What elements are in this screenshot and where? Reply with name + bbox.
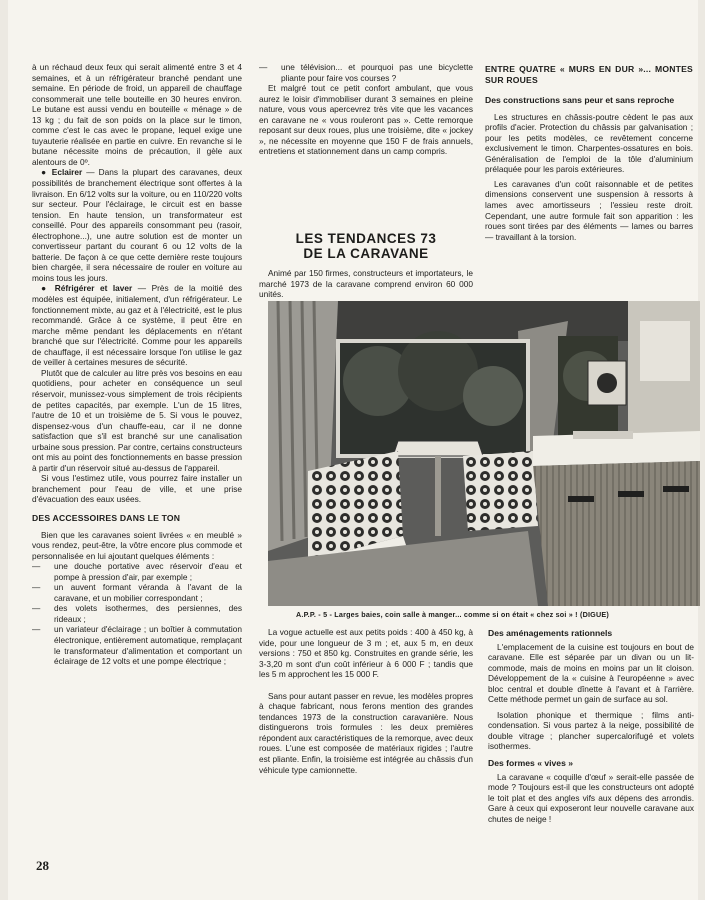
eclairer-text: — Dans la plupart des caravanes, deux possibilités de branchement électrique sont offertes à la livraison. En 6/12 volts sur la voiture, ou en 110/220 volts sur secteur. Pour l'éclairage, le circuit est en basse tension. En haute tension, un transformateur est conseillé. Pour des appareils consommant peu (rasoir, électrophone...), une autre solution est de monter un convertisseur partant du courant 6 ou 12 volts de la batterie. De façon à ce que cette dernière reste toujours bien chargée, il sera nécessaire de rouler en voiture au moins tous les jours. bbox=[32, 167, 242, 283]
bullet-icon: ● bbox=[41, 167, 48, 178]
paragraph-si: Si vous l'estimez utile, vous pourrez faire installer un branchement pour l'eau de ville, et une prise d'évacuation des eaux usées. bbox=[32, 473, 242, 505]
refrigerer-text: — Près de la moitié des modèles est équipée, initialement, d'un réfrigérateur. Le fonctionnement mixte, au gaz et à l'électricité, est le plus recommandé. Grâce à ce système, il peut être en marche même pendant les déplacements en n'étant branché que sur l'électricité. Comme pour les appareils de chauffage, il est nécessaire lorsque l'on utilise le gaz de veiller à certaines mesures de sécurité. bbox=[32, 283, 242, 368]
photo-illustration bbox=[268, 301, 700, 606]
paragraph-refrigerer bbox=[32, 283, 242, 367]
heading-accessoires: DES ACCESSOIRES DANS LE TON bbox=[32, 512, 181, 523]
photo-caption: A.P.P. - 5 - Larges baies, coin salle à manger... comme si on était « chez soi » ! (DIGUE) bbox=[296, 610, 609, 619]
column-middle-top bbox=[259, 62, 473, 157]
paragraph-et-malgre: Et malgré tout ce petit confort ambulant, que vous aurez le loisir d'immobiliser durant 3 semaines en pleine nature, vous vous apercevrez très vite que les vacances en caravane ne « vous rouleront pas ». Cette remorque reposant sur deux roues, plus une troisième, dite « jockey », ne nécessite en moyenne que 150 F de frais annuels, entretiens et stationnement dans un camp compris. bbox=[259, 83, 473, 157]
list-item-television: — une télévision... et pourquoi pas une bicyclette pliante pour faire vos courses ? bbox=[259, 62, 473, 83]
paragraph-butane: à un réchaud deux feux qui serait alimenté entre 3 et 4 semaines, et à un réfrigérateur branché pendant une semaine. En période de froid, un appareil de chauffage consommerait une telle bouteille en 30 heures environ. Le butane est aussi vendu en bouteille « ménage » de 13 kg ; du fait de son poids on la place sur le timon, comme c'est le cas avec le propane, lequel exige une tuyauterie réalisée en partie en cuivre. En revanche si le butane nécessite moins de précaution, il gèle aux alentours de 0º. bbox=[32, 62, 242, 167]
list-item-douche: — une douche portative avec réservoir d'eau et pompe à pression d'air, par exemple ; bbox=[32, 561, 242, 582]
bullet-icon: ● bbox=[41, 283, 50, 294]
paragraph-isolation: Isolation phonique et thermique ; films anti-condensation. Si vous partez à la neige, possibilité de double vitrage ; plancher supercalorifugé et volets isothermes. bbox=[488, 709, 694, 752]
paragraph-anime: Animé par 150 firmes, constructeurs et importateurs, le marché 1973 de la caravane comprend environ 60 000 unités. bbox=[259, 268, 473, 300]
list-item-volets: — des volets isothermes, des persiennes, des rideaux ; bbox=[32, 603, 242, 624]
page-number: 28 bbox=[36, 858, 49, 873]
paragraph-plutot: Plutôt que de calculer au litre près vos besoins en eau quotidiens, pour acheter en conséquence un seul réservoir, munissez-vous simplement de trois récipients de petites capacités, par exemple. L'un de 15 litres, l'autre de 10 et un troisième de 5. Si vous le pouvez, dispensez-vous d'un chauffe-eau, car il ne donne satisfaction que s'il est branché sur une canalisation urbaine sous pression. Par contre, certains constructeurs ont mis au point des fonctionnements en basse pression à partir d'un réservoir situé au-dessus de l'appareil. bbox=[32, 367, 242, 473]
column-middle-bottom bbox=[259, 627, 473, 775]
list-item-auvent: — un auvent formant véranda à l'avant de la caravane, et un mobilier correspondant ; bbox=[32, 582, 242, 603]
heading-entre-quatre-murs: ENTRE QUATRE « MURS EN DUR »... MONTES SUR ROUES bbox=[485, 64, 693, 85]
list-item-variateur: — un variateur d'éclairage ; un boîtier à commutation électronique, entièrement automatique, remplaçant le transformateur d'alimentation et comportant un éclairage de 12 volts et une pompe électrique ; bbox=[32, 624, 242, 666]
paragraph-emplacement: L'emplacement de la cuisine est toujours en bout de caravane. Elle est séparée par un divan ou un lit-commode, mais de moins en moins par un lit cloison. Développement de la « cuisine à l'européenne » avec bloc central et double dînette à l'avant et à l'arrière. Cette méthode permet un gain de surface au sol. bbox=[488, 641, 694, 705]
paragraph-structures: Les structures en châssis-poutre cèdent le pas aux profils d'acier. Protection du châssis par galvanisation ; pour les petits modèles, ce revêtement concerne exclusivement le timon. Charpentes-ossatures en bois. Généralisation de l'emploi de la tôle d'aluminium prélaquée pour les parois extérieures. bbox=[485, 111, 693, 175]
subheading-constructions: Des constructions sans peur et sans reproche bbox=[485, 95, 675, 106]
article-title-line2: DE LA CARAVANE bbox=[303, 246, 429, 261]
column-left bbox=[32, 62, 242, 667]
caravane-interior-photo bbox=[268, 301, 700, 606]
subheading-formes-vives: Des formes « vives » bbox=[488, 758, 574, 769]
column-middle-intro bbox=[259, 268, 473, 300]
column-right-bottom bbox=[488, 624, 694, 824]
paragraph-vogue: La vogue actuelle est aux petits poids : 400 à 450 kg, à vide, pour une longueur de 3 m ; et, aux 5 m, en deux versions : 750 et 850 kg. Construites en grande série, les 3-3,20 m sont d'un coût inférieur à 6 000 F ; tandis que les 5 m approchent les 15 000 F. bbox=[259, 627, 473, 680]
paragraph-eclairer bbox=[32, 167, 242, 283]
paragraph-bien: Bien que les caravanes soient livrées « en meublé » vous rendez, peut-être, la vôtre encore plus commode et personnalisée en lui ajoutant quelques éléments : bbox=[32, 529, 242, 561]
subheading-amenagements: Des aménagements rationnels bbox=[488, 628, 613, 638]
magazine-page bbox=[8, 0, 698, 900]
article-title-line1: LES TENDANCES 73 bbox=[295, 231, 437, 246]
paragraph-sans-pour-autant: Sans pour autant passer en revue, les modèles propres à chaque fabricant, nous ferons mention des grandes tendances 1973 de la construction caravanière. Nous distinguerons trois formules : les deux premières répondent aux caractéristiques de la remorque, avec deux roues. L'une est composée de matériaux rigides ; l'autre est pliante. Enfin, la troisième est intégrée au châssis d'un véhicule type camionnette. bbox=[259, 690, 474, 775]
column-right-top bbox=[485, 64, 693, 242]
eclairer-label: Eclairer bbox=[51, 167, 83, 178]
refrigerer-label: Réfrigérer et laver bbox=[54, 283, 133, 294]
article-title bbox=[259, 231, 473, 261]
paragraph-caravanes: Les caravanes d'un coût raisonnable et de petites dimensions conservent une suspension à ressorts à lames avec amortisseurs ; l'essieu reste droit. Cependant, une autre formule fait son apparition : les roues sont tirées par des éléments — lames ou barres — travaillant à la torsion. bbox=[485, 178, 693, 242]
paragraph-coquille: La caravane « coquille d'œuf » serait-elle passée de mode ? Toujours est-il que les constructeurs ont adopté le toit plat et des angles vifs aux dépens des arrondis. Gare à ceux qui exposeront leur nouvelle caravane aux chutes de neige ! bbox=[488, 771, 694, 824]
